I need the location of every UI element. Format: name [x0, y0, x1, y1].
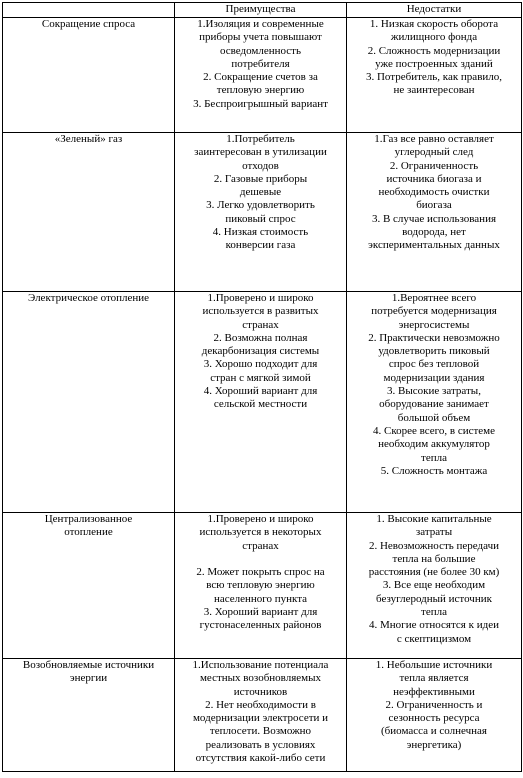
disadvantage-line: энергосистемы — [398, 318, 470, 331]
advantage-line: 1.Проверено и широко — [207, 513, 314, 525]
advantage-line: реализовать в условиях — [205, 738, 316, 751]
advantage-line: 1.Потребитель — [226, 133, 295, 145]
disadvantage-line: водорода, нет — [402, 226, 466, 239]
disadvantage-line: не заинтересован — [393, 84, 475, 97]
comparison-table — [2, 2, 522, 772]
advantage-line: отсутствия какой-либо сети — [195, 752, 326, 765]
advantage-line: дешевые — [239, 186, 282, 199]
disadvantage-line: 4. Скорее всего, в системе — [372, 424, 496, 437]
advantage-line: используется в некоторых — [199, 526, 322, 539]
advantage-line: 2. Сокращение счетов за — [203, 71, 318, 84]
disadvantage-line: 1. Небольшие источники — [375, 659, 493, 671]
table-row — [3, 133, 522, 292]
advantage-cell — [175, 292, 347, 513]
advantage-line: тепловую энергию — [216, 84, 305, 97]
advantage-line: отходов — [242, 159, 279, 172]
advantage-line: теплосети. Возможно — [209, 725, 312, 738]
advantage-line: 2. Может покрыть спрос на — [196, 566, 325, 579]
category-cell — [3, 513, 175, 659]
advantage-line: всю тепловую энергию — [206, 579, 315, 592]
advantage-line: источников — [233, 685, 288, 698]
disadvantage-cell — [347, 18, 522, 133]
disadvantage-cell — [347, 292, 522, 513]
category-line: отопление — [64, 526, 113, 539]
disadvantage-line: 2. Ограниченность и — [385, 698, 483, 711]
advantage-line: стран с мягкой зимой — [210, 371, 311, 384]
disadvantage-cell — [347, 513, 522, 659]
disadvantage-line: биогаза — [416, 199, 452, 212]
advantage-line: 3. Хорошо подходит для — [203, 358, 318, 371]
disadvantage-line: 3. Высокие затраты, — [387, 385, 481, 398]
advantage-line: густонаселенных районов — [199, 619, 322, 632]
disadvantage-line: необходим аккумулятор — [378, 438, 490, 451]
advantage-line: 3. Беспроигрышный вариант — [193, 97, 328, 110]
advantage-line — [177, 553, 344, 566]
category-line: энергии — [69, 672, 108, 685]
advantage-line: модернизации электросети и — [192, 712, 329, 725]
advantage-line: пиковый спрос — [225, 212, 296, 225]
advantage-line: странах — [242, 318, 279, 331]
disadvantage-line: тепла является — [399, 672, 469, 685]
disadvantage-line: энергетика) — [406, 738, 462, 751]
disadvantage-line: 4. Многие относятся к идеи — [369, 619, 499, 632]
disadvantage-line: удовлетворить пиковый — [378, 345, 490, 358]
disadvantage-line: сезонность ресурса — [388, 712, 480, 725]
disadvantage-line: спрос без тепловой — [388, 358, 480, 371]
header-disadvantages: Недостатки — [347, 3, 522, 18]
category-line: Централизованное — [44, 513, 133, 525]
disadvantage-line: источника биогаза и — [386, 172, 482, 185]
category-cell — [3, 659, 175, 772]
disadvantage-line: с скептицизмом — [396, 632, 472, 645]
table-row — [3, 292, 522, 513]
disadvantage-line: 1. Высокие капитальные — [376, 513, 492, 525]
category-line: Сокращение спроса — [41, 18, 136, 30]
advantage-line: 2. Газовые приборы — [213, 172, 308, 185]
disadvantage-line: безуглеродный источник — [376, 592, 492, 605]
disadvantage-line: 5. Сложность монтажа — [380, 464, 488, 477]
disadvantage-cell — [347, 659, 522, 772]
advantage-line: странах — [242, 539, 279, 552]
disadvantage-line: 2. Сложность модернизации — [367, 44, 501, 57]
disadvantage-line: 3. Потребитель, как правило, — [365, 71, 503, 84]
disadvantage-line: потребуется модернизация — [371, 305, 497, 318]
advantage-cell — [175, 513, 347, 659]
disadvantage-line: 2. Ограниченность — [389, 159, 479, 172]
table-body — [3, 18, 522, 772]
disadvantage-line: 3. В случае использования — [371, 212, 497, 225]
advantage-line: приборы учета повышают — [199, 31, 322, 44]
disadvantage-line: модернизации здания — [383, 371, 485, 384]
advantage-line: используется в развитых — [202, 305, 319, 318]
header-advantages: Преимущества — [175, 3, 347, 18]
advantage-cell — [175, 133, 347, 292]
disadvantage-line: тепла — [421, 606, 447, 619]
advantage-line: потребителя — [231, 57, 290, 70]
advantage-line: декарбонизация системы — [201, 345, 320, 358]
disadvantage-line: экспериментальных данных — [368, 239, 500, 252]
disadvantage-line: расстояния (не более 30 км) — [368, 566, 500, 579]
disadvantage-line: 3. Все еще необходим — [382, 579, 486, 592]
advantage-line: 1.Проверено и широко — [207, 292, 314, 304]
disadvantage-line: уже построенных зданий — [375, 57, 493, 70]
disadvantage-line: неэффективными — [393, 685, 475, 698]
disadvantage-line: тепла на большие — [392, 552, 476, 565]
disadvantage-line: оборудование занимает — [379, 398, 489, 411]
advantage-line: сельской местности — [213, 398, 308, 411]
advantage-line: местных возобновляемых — [199, 672, 322, 685]
category-line: «Зеленый» газ — [54, 133, 123, 145]
advantage-line: 3. Хороший вариант для — [203, 606, 318, 619]
category-line: Возобновляемые источники — [22, 659, 155, 671]
disadvantage-line: 2. Практически невозможно — [368, 331, 500, 344]
advantage-line: 2. Возможна полная — [213, 331, 308, 344]
advantage-line: 1.Изоляция и современные — [197, 18, 324, 30]
disadvantage-line: затраты — [415, 526, 453, 539]
disadvantage-line: большой объем — [397, 411, 471, 424]
table-row — [3, 659, 522, 772]
disadvantage-line: необходимость очистки — [378, 186, 490, 199]
disadvantage-line: 1.Газ все равно оставляет — [374, 133, 494, 145]
disadvantage-line: тепла — [421, 451, 447, 464]
header-empty-cell — [3, 3, 175, 18]
category-line: Электрическое отопление — [27, 292, 150, 304]
disadvantage-cell — [347, 133, 522, 292]
advantage-line: заинтересован в утилизации — [194, 146, 327, 159]
disadvantage-line: жилищного фонда — [390, 31, 478, 44]
advantage-line: осведомленность — [220, 44, 301, 57]
advantage-line: 3. Легко удовлетворить — [206, 199, 315, 212]
disadvantage-line: 1. Низкая скорость оборота — [369, 18, 499, 30]
advantage-line: 2. Нет необходимости в — [205, 698, 316, 711]
advantage-line: 4. Низкая стоимость — [212, 226, 309, 239]
table-row — [3, 513, 522, 659]
advantage-line: населенного пункта — [213, 592, 308, 605]
advantage-line: 4. Хороший вариант для — [203, 385, 318, 398]
advantage-cell — [175, 18, 347, 133]
disadvantage-line: (биомасса и солнечная — [381, 725, 487, 738]
category-cell — [3, 18, 175, 133]
table-header-row — [3, 3, 522, 18]
table-row — [3, 18, 522, 133]
category-cell — [3, 292, 175, 513]
category-cell — [3, 133, 175, 292]
disadvantage-line: 1.Вероятнее всего — [391, 292, 477, 304]
advantage-line: 1.Использование потенциала — [192, 659, 329, 671]
disadvantage-line: углеродный след — [394, 146, 474, 159]
advantage-line: конверсии газа — [225, 239, 296, 252]
disadvantage-line: 2. Невозможность передачи — [368, 539, 499, 552]
advantage-cell — [175, 659, 347, 772]
